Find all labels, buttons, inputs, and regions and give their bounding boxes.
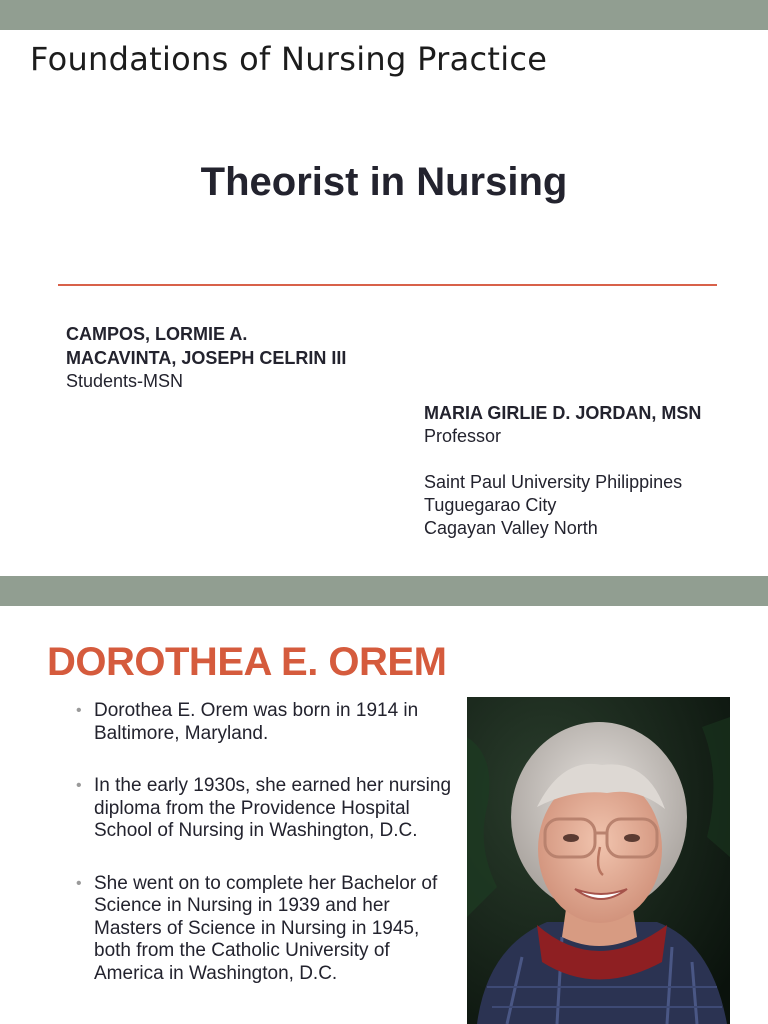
bio-bullet-list <box>76 700 456 1015</box>
institution-line: Cagayan Valley North <box>424 518 598 538</box>
bullet-icon: • <box>76 702 82 719</box>
institution-line: Tuguegarao City <box>424 495 557 515</box>
portrait-photo <box>467 697 730 1024</box>
top-band <box>0 0 768 30</box>
bullet-text: She went on to complete her Bachelor of Science in Nursing in 1939 and her Masters of Science in Nursing in 1945, both from the Catholic University of America in Washington, D.C. <box>94 872 438 984</box>
bullet-icon: • <box>76 874 82 892</box>
students-block <box>66 322 346 392</box>
professor-name: MARIA GIRLIE D. JORDAN, MSN <box>424 403 702 423</box>
professor-role: Professor <box>424 426 502 446</box>
professor-block <box>424 401 701 540</box>
bullet-text: Dorothea E. Orem was born in 1914 in Baltimore, Maryland. <box>94 700 419 744</box>
bullet-icon: • <box>76 777 82 794</box>
list-item <box>76 700 456 745</box>
slide-separator-band <box>0 576 768 606</box>
students-role: Students-MSN <box>66 371 184 391</box>
institution-line: Saint Paul University Philippines <box>424 472 683 492</box>
list-item <box>76 775 456 843</box>
theorist-heading: DOROTHEA E. OREM <box>47 640 447 684</box>
bullet-text: In the early 1930s, she earned her nursing diploma from the Providence Hospital School of Nursing in Washington, D.C. <box>94 775 452 841</box>
student-name: CAMPOS, LORMIE A. <box>66 324 248 344</box>
list-item <box>76 873 456 986</box>
slide-title: Theorist in Nursing <box>200 160 568 204</box>
course-title: Foundations of Nursing Practice <box>30 40 548 78</box>
student-name: MACAVINTA, JOSEPH CELRIN III <box>66 348 347 368</box>
title-divider <box>58 284 717 286</box>
